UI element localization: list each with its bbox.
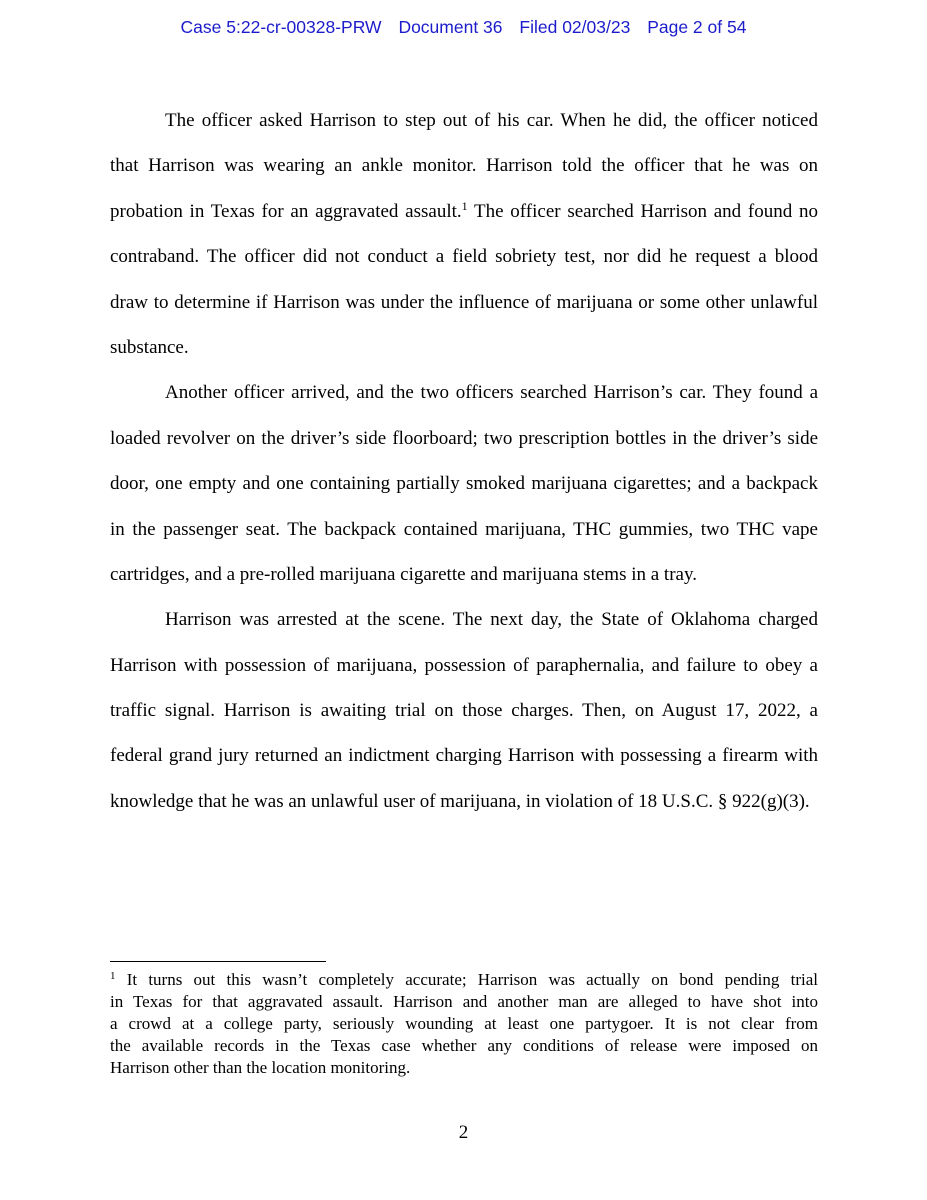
page-indicator: Page 2 of 54 <box>647 17 747 37</box>
paragraph-1 <box>110 108 818 380</box>
footnote-line: a crowd at a college party, seriously wounding at least one partygoer. It is not clear from <box>110 1014 818 1033</box>
footnote-line: the available records in the Texas case whether any conditions of release were imposed on <box>110 1036 818 1055</box>
footnote-number: 1 <box>110 970 116 982</box>
footnote-divider <box>110 961 326 962</box>
text-line-part: The officer searched Harrison and found no <box>467 200 818 222</box>
text-line-part: probation in Texas for an aggravated assault. <box>110 200 462 222</box>
text-line <box>110 199 818 244</box>
footnote-line: Harrison other than the location monitoring. <box>110 1058 411 1077</box>
footnote-line <box>110 969 818 991</box>
ecf-header <box>0 17 927 38</box>
text-line: The officer asked Harrison to step out of his car. When he did, the officer noticed <box>165 110 818 131</box>
text-line: federal grand jury returned an indictment charging Harrison with possessing a firearm with <box>110 745 818 767</box>
footnote-text: It turns out this wasn’t completely accurate; Harrison was actually on bond pending trial <box>115 970 818 989</box>
text-line: Another officer arrived, and the two officers searched Harrison’s car. They found a <box>165 382 818 404</box>
text-line: Harrison was arrested at the scene. The next day, the State of Oklahoma charged <box>165 609 818 631</box>
text-line: that Harrison was wearing an ankle monitor. Harrison told the officer that he was on <box>110 155 818 177</box>
text-line: knowledge that he was an unlawful user of marijuana, in violation of 18 U.S.C. § 922(g)(3). <box>110 790 810 812</box>
text-line: traffic signal. Harrison is awaiting trial on those charges. Then, on August 17, 2022, a <box>110 700 818 722</box>
text-line: door, one empty and one containing partially smoked marijuana cigarettes; and a backpack <box>110 473 818 495</box>
footnote-line: in Texas for that aggravated assault. Harrison and another man are alleged to have shot into <box>110 992 818 1011</box>
text-line: in the passenger seat. The backpack contained marijuana, THC gummies, two THC vape <box>110 518 818 540</box>
filed-date: Filed 02/03/23 <box>519 17 631 37</box>
footnote-1 <box>110 969 818 1079</box>
paragraph-2 <box>110 380 818 607</box>
body-text <box>110 108 818 834</box>
text-line: Harrison with possession of marijuana, possession of paraphernalia, and failure to obey a <box>110 654 818 676</box>
footnote-reference[interactable]: 1 <box>461 198 468 213</box>
text-line: draw to determine if Harrison was under the influence of marijuana or some other unlawful <box>110 291 818 313</box>
text-line: cartridges, and a pre-rolled marijuana cigarette and marijuana stems in a tray. <box>110 563 697 585</box>
page-number: 2 <box>458 1122 469 1143</box>
text-line: substance. <box>110 336 189 358</box>
case-number: Case 5:22-cr-00328-PRW <box>180 17 382 37</box>
paragraph-3 <box>110 607 818 834</box>
text-line: contraband. The officer did not conduct a field sobriety test, nor did he request a blood <box>110 246 818 268</box>
document-number: Document 36 <box>398 17 503 37</box>
text-line: loaded revolver on the driver’s side floorboard; two prescription bottles in the driver’s side <box>110 427 818 449</box>
